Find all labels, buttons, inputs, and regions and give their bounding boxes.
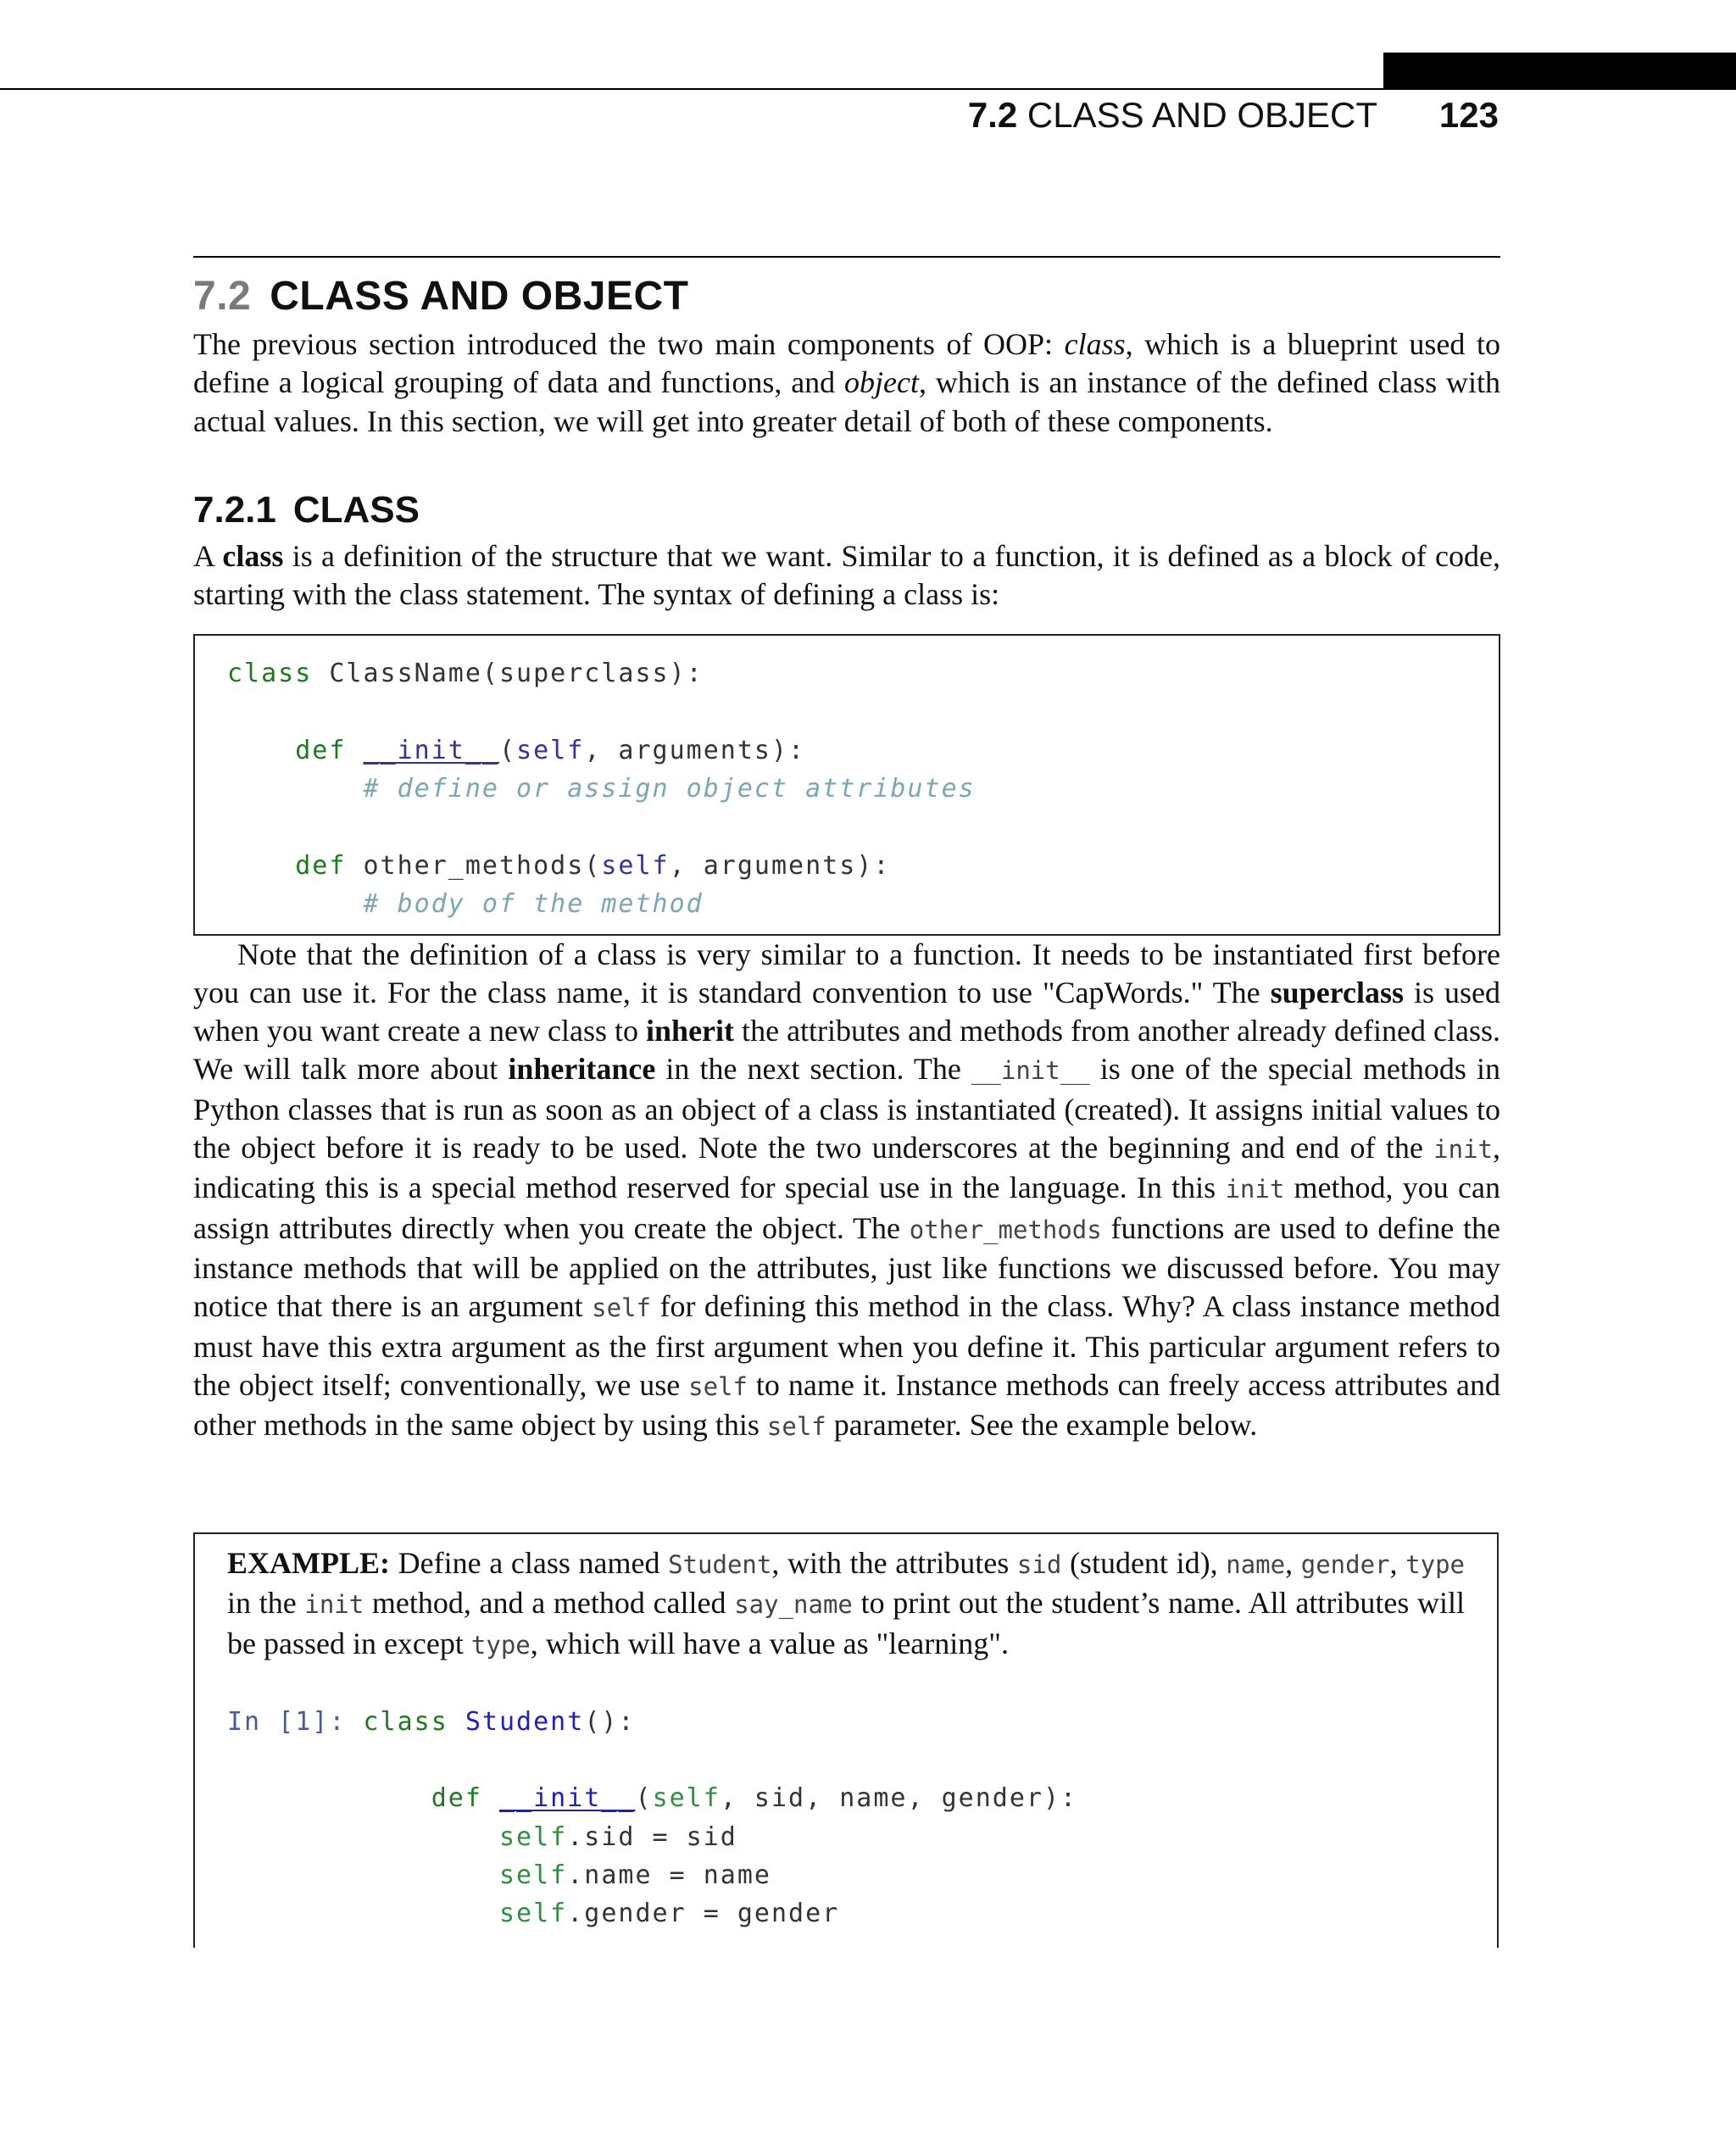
code-self: self	[516, 736, 585, 766]
text-run: method, and a method called	[364, 1586, 735, 1621]
code-keyword: def	[295, 736, 347, 766]
inline-code: self	[688, 1371, 748, 1401]
code-text: , arguments):	[584, 736, 806, 766]
code-line	[227, 1856, 1465, 1894]
text-run: to print out the student’s name. All attributes will be passed in except	[227, 1586, 1465, 1660]
code-line	[227, 1894, 1465, 1932]
subsection-title: CLASS	[292, 488, 420, 531]
code-text: , sid, name, gender):	[720, 1783, 1078, 1814]
inline-code: self	[766, 1412, 826, 1442]
running-head-section-number: 7.2	[967, 95, 1018, 135]
code-text: .gender = gender	[567, 1899, 840, 1929]
running-head-title: CLASS AND OBJECT	[1027, 95, 1377, 135]
inline-code: type	[470, 1630, 531, 1660]
page-content	[193, 256, 1500, 1446]
code-dunder: __init__	[363, 736, 499, 766]
input-prompt: In [1]:	[227, 1706, 347, 1737]
code-text: (	[499, 736, 517, 766]
code-self: self	[498, 1821, 568, 1852]
running-head	[968, 95, 1499, 136]
text-run: Define a class named	[390, 1546, 669, 1580]
text-run: , which will have a value as "learning".	[530, 1626, 1009, 1660]
inline-code: init	[1225, 1175, 1285, 1204]
example-description	[227, 1544, 1465, 1665]
inline-code: type	[1405, 1550, 1465, 1579]
section-number: 7.2	[193, 274, 252, 319]
code-text: .sid = sid	[567, 1821, 737, 1852]
code-line	[227, 654, 1468, 692]
subsection-number: 7.2.1	[193, 488, 276, 531]
code-comment: # define or assign object attributes	[363, 774, 976, 804]
text-run: is used when you want create a new class to	[193, 975, 1501, 1048]
code-line	[227, 770, 1468, 808]
subsection-heading	[193, 487, 1500, 534]
term-inherit: inherit	[646, 1014, 735, 1048]
text-run: ,	[1285, 1546, 1301, 1580]
code-line	[227, 885, 1468, 923]
section-heading	[193, 271, 1500, 322]
inline-code: self	[592, 1293, 651, 1323]
code-text	[346, 736, 363, 765]
text-run: A	[193, 538, 223, 573]
inline-code: other_methods	[909, 1215, 1102, 1244]
section-intro-paragraph	[193, 325, 1500, 441]
code-text: ClassName(superclass):	[312, 659, 704, 689]
inline-code: init	[1433, 1135, 1493, 1165]
code-line	[227, 1779, 1465, 1817]
code-line	[227, 1703, 1465, 1741]
inline-code: sid	[1016, 1550, 1062, 1579]
text-run: is one of the special methods in Python classes that is run as soon as an object of a class is instantiated (created). It assigns initial values to the object before it is ready to be used. Note the two underscores at the beginning and end of the	[193, 1052, 1500, 1165]
inline-code: __init__	[971, 1056, 1090, 1086]
code-line-blank	[227, 809, 1468, 847]
code-keyword: def	[295, 850, 347, 881]
code-line-blank	[227, 693, 1468, 731]
text-run: , with the attributes	[771, 1546, 1017, 1580]
header-tab-bar	[1383, 53, 1736, 90]
code-keyword: def	[431, 1783, 482, 1814]
term-class: class	[1064, 327, 1126, 361]
code-dunder: __init__	[499, 1783, 636, 1814]
page-number: 123	[1438, 95, 1499, 135]
section-title: CLASS AND OBJECT	[270, 274, 689, 319]
syntax-code-block	[193, 634, 1500, 935]
text-run: for defining this method in the class. Why? A class instance method must have this extra argument as the first argument when you define it. This particular argument refers to the object itself; conventionally, we use	[193, 1289, 1500, 1402]
inline-code: init	[304, 1590, 364, 1620]
code-line	[227, 731, 1468, 770]
code-line	[227, 847, 1468, 885]
code-text: other_methods(	[346, 850, 602, 881]
example-box	[193, 1532, 1499, 1948]
text-run: in the	[227, 1586, 305, 1621]
text-run: , which is an instance of the defined class with actual values. In this section, we will get into greater detail of both of these components.	[193, 365, 1500, 438]
section-rule	[193, 256, 1500, 258]
example-code-block	[227, 1703, 1465, 1933]
code-text: .name = name	[567, 1860, 771, 1891]
code-self: self	[498, 1899, 568, 1929]
code-comment: # body of the method	[363, 889, 704, 920]
text-run: (student id),	[1061, 1546, 1227, 1580]
text-run: to name it. Instance methods can freely access attributes and other methods in the same object by using this	[193, 1367, 1500, 1443]
text-run: ,	[1389, 1546, 1406, 1580]
code-class-name: Student	[465, 1706, 585, 1737]
code-keyword: class	[363, 1706, 448, 1737]
code-text: ():	[584, 1706, 636, 1737]
inline-code: Student	[668, 1550, 772, 1579]
text-run: The previous section introduced the two main components of OOP:	[193, 327, 1065, 361]
example-label: EXAMPLE:	[227, 1546, 390, 1580]
note-paragraph	[193, 936, 1500, 1447]
text-run: method, you can assign attributes directly when you create the object. The	[193, 1171, 1500, 1245]
code-line-blank	[227, 1741, 1465, 1779]
text-run: is a definition of the structure that we want. Similar to a function, it is defined as a block of code, starting with the class statement. The syntax of defining a class is:	[193, 538, 1501, 612]
text-run: parameter. See the example below.	[826, 1408, 1258, 1443]
term-class-bold: class	[222, 538, 284, 573]
term-inheritance: inheritance	[508, 1052, 656, 1087]
code-keyword: class	[227, 659, 313, 689]
code-text: (	[635, 1783, 653, 1814]
text-run: , which is a blueprint used to define a logical grouping of data and functions, and	[193, 327, 1500, 400]
term-object: object	[843, 365, 919, 400]
inline-code: gender	[1300, 1550, 1390, 1579]
text-run: , indicating this is a special method reserved for special use in the language. In this	[193, 1131, 1500, 1205]
code-self: self	[652, 1783, 721, 1814]
code-line	[227, 1818, 1465, 1856]
text-run: the attributes and methods from another already defined class. We will talk more about	[193, 1014, 1500, 1087]
text-run: Note that the definition of a class is very similar to a function. It needs to be instantiated first before you can use it. For the class name, it is standard convention to use "CapWords." The	[193, 937, 1500, 1009]
code-text: , arguments):	[669, 850, 891, 881]
text-run: in the next section. The	[655, 1052, 971, 1087]
code-self: self	[498, 1860, 568, 1891]
inline-code: say_name	[734, 1590, 853, 1620]
term-superclass: superclass	[1270, 975, 1404, 1009]
inline-code: name	[1226, 1550, 1286, 1579]
text-run: functions are used to define the instance methods that will be applied on the attributes, just like functions we discussed before. You may notice that there is an argument	[193, 1210, 1501, 1324]
subsection-intro-paragraph	[193, 537, 1500, 614]
code-self: self	[601, 850, 670, 881]
